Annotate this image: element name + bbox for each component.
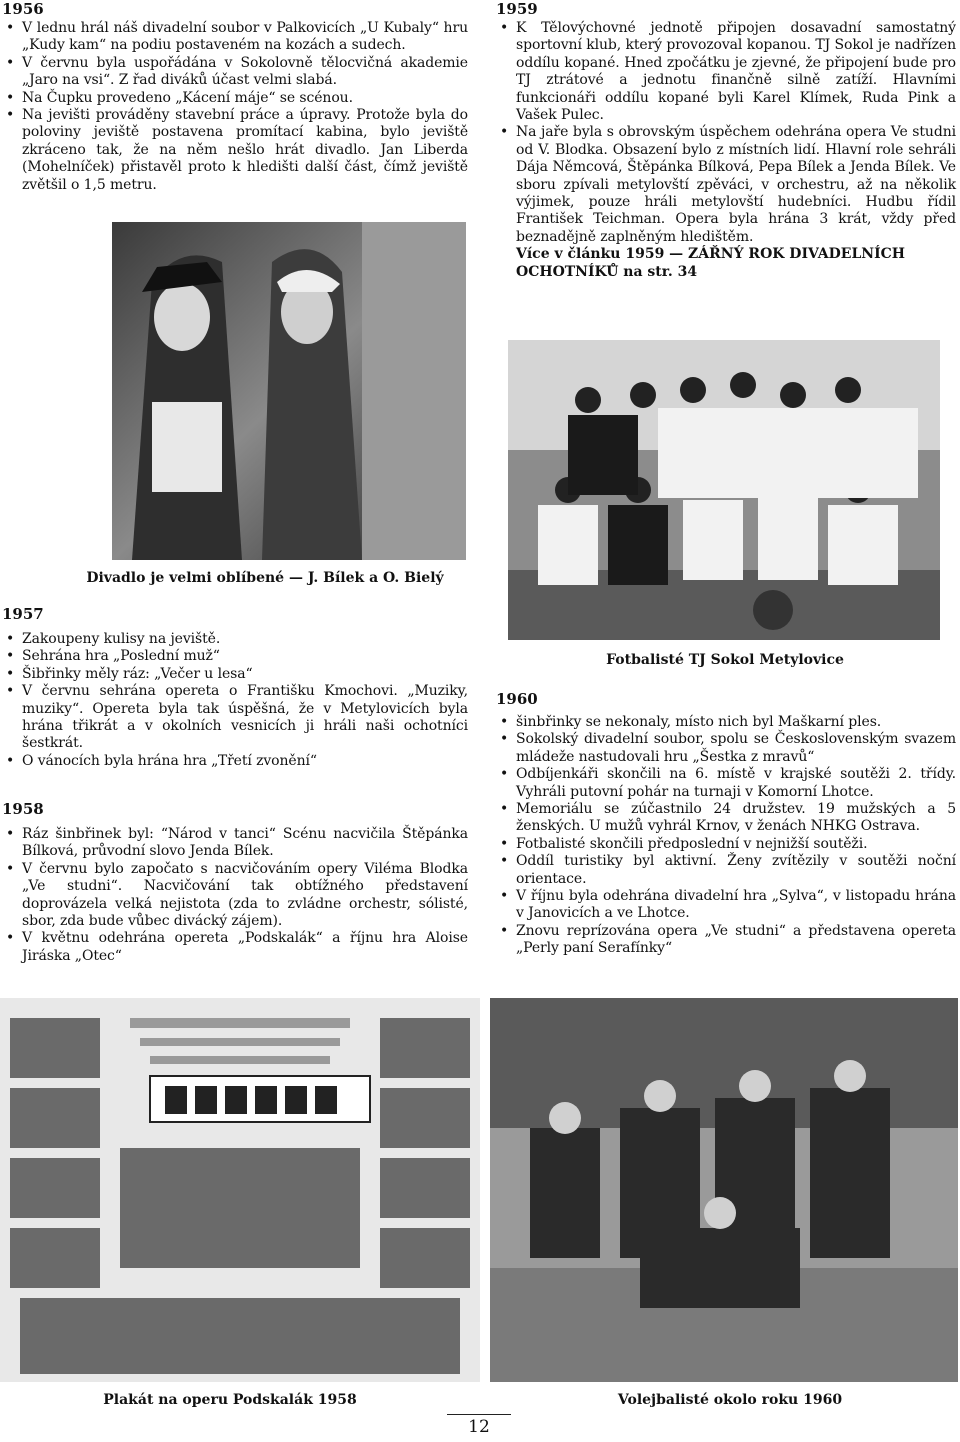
list-item: • Na jevišti prováděny stavební práce a úpravy. Protože byla do poloviny jeviště postavena promítací kabina, bylo jeviště zkráceno tak, že na něm nešlo hrát divadlo. Jan Liberda (Mohelníček) přistavěl proto k hledišti další část, čímž jeviště zvětšil o 1,5 metru. [2,107,468,194]
item-list [2,631,468,770]
section-1956 [2,0,468,194]
caption-poster: Plakát na operu Podskalák 1958 [103,1392,357,1408]
item-list [496,714,956,958]
year-heading: 1958 [2,800,44,818]
item-list [2,826,468,965]
item-list [2,20,468,194]
list-item: • V říjnu byla odehrána divadelní hra „Sylva“, v listopadu hrána v Janovicích a ve Lhotce. [496,888,956,923]
list-item: • Na Čupku provedeno „Kácení máje“ se scénou. [2,90,468,107]
list-item: • šinbřinky se nekonaly, místo nich byl Maškarní ples. [496,714,956,731]
list-item: • Na jaře byla s obrovským úspěchem odehrána opera Ve studni od V. Blodka. Obsazení bylo z místních lidí. Hlavní role sehráli Dája Němcová, Štěpánka Bílková, Pepa Bílek a Jenda Bílek. Ve sboru zpívali metylovští zpěváci, v orchestru, až na několik výjimek, pouze hráli metylovští hudebníci. Hudbu řídil František Teichman. Opera byla hrána 3 krát, vždy před beznadějně zaplněným hledištěm. [496,124,956,246]
year-heading: 1959 [496,0,538,18]
page-number: 12 [468,1417,490,1437]
list-item: • V červnu byla uspořádána v Sokolovně tělocvičná akademie „Jaro na vsi“. Z řad diváků účast velmi slabá. [2,55,468,90]
list-item: • V červnu bylo započato s nacvičováním opery Viléma Blodka „Ve studni“. Nacvičování tak obtížného představení doprovázela velká nejistota (zda to zvládne orchestr, sólisté, sbor, zda bude vůbec divácký zájem). [2,861,468,931]
list-item: • Oddíl turistiky byl aktivní. Ženy zvítězily v soutěži noční orientace. [496,853,956,888]
list-item: • O vánocích byla hrána hra „Třetí zvonění“ [2,753,468,770]
photo-football [508,340,940,640]
section-1959 [496,0,956,281]
photo-volleyball [490,998,958,1382]
list-item: • Fotbalisté skončili předposlední v nejnižší soutěži. [496,836,956,853]
year-heading: 1960 [496,690,538,708]
section-1958 [2,800,468,965]
list-item: • Šibřinky měly ráz: „Večer u lesa“ [2,666,468,683]
caption-theatre: Divadlo je velmi oblíbené — J. Bílek a O. Bielý [86,570,444,586]
item-list [496,20,956,246]
list-item: • Ráz šinbřinek byl: “Národ v tanci“ Scénu nacvičila Štěpánka Bílková, průvodní slovo Jenda Bílek. [2,826,468,861]
section-1957 [2,605,468,770]
list-item: • Znovu reprízována opera „Ve studni“ a představena opereta „Perly paní Serafínky“ [496,923,956,958]
article-reference: Více v článku 1959 — ZÁŘNÝ ROK DIVADELNÍCH OCHOTNÍKŮ na str. 34 [516,246,906,280]
list-item: • K Tělovýchovné jednotě připojen dosavadní samostatný sportovní klub, který provozoval kopanou. TJ Sokol je nadřízen oddílu kopané. Hned zpočátku je zjevné, že připojení bude pro TJ ztrátové a jednotu finančně silně zatíží. Hlavními funkcionáři oddílu kopané byli Karel Klímek, Ruda Pink a Vašek Pulec. [496,20,956,124]
photo-poster [0,998,480,1382]
caption-volleyball: Volejbalisté okolo roku 1960 [617,1392,843,1408]
list-item: • Zakoupeny kulisy na jeviště. [2,631,468,648]
photo-theatre [112,222,466,560]
page-number-rule [447,1414,511,1415]
list-item: • Sehrána hra „Poslední muž“ [2,648,468,665]
year-heading: 1956 [2,0,44,18]
caption-football: Fotbalisté TJ Sokol Metylovice [606,652,844,668]
year-heading: 1957 [2,605,44,623]
list-item: • Memoriálu se zúčastnilo 24 družstev. 19 mužských a 5 ženských. U mužů vyhrál Krnov, v ženách NHKG Ostrava. [496,801,956,836]
list-item: • V květnu odehrána opereta „Podskalák“ a říjnu hra Aloise Jiráska „Otec“ [2,930,468,965]
list-item: • Odbíjenkáři skončili na 6. místě v krajské soutěži 2. třídy. Vyhráli putovní pohár na turnaji v Komorní Lhotce. [496,766,956,801]
section-1960 [496,690,956,958]
list-item: • Sokolský divadelní soubor, spolu se Československým svazem mládeže nastudovali hru „Šestka z mravů“ [496,731,956,766]
list-item: • V červnu sehrána opereta o Františku Kmochovi. „Muziky, muziky“. Opereta byla tak úspěšná, že v Metylovicích byla hrána třikrát a v okolních vesnicích ji hráli naši ochotníci šestkrát. [2,683,468,753]
list-item: • V lednu hrál náš divadelní soubor v Palkovicích „U Kubaly“ hru „Kudy kam“ na podiu postaveném na kozách a sudech. [2,20,468,55]
